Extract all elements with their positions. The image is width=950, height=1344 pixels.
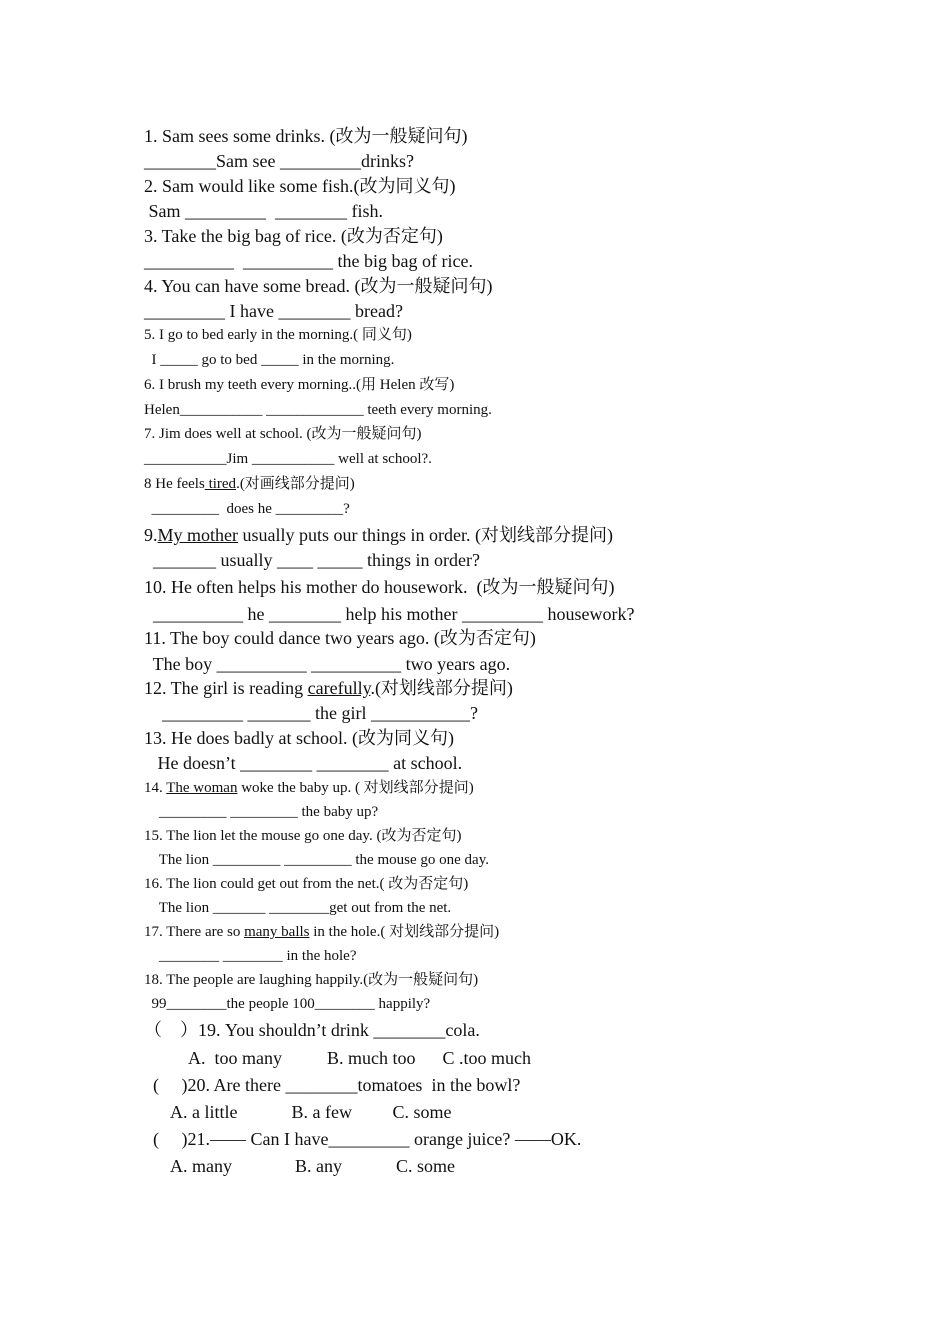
q13-answer-line: He doesn’t ________ ________ at school. (144, 753, 463, 773)
q18-answer-line: 99________the people 100________ happily? (144, 996, 431, 1012)
q21-prompt: ( )21.—— Can I have_________ orange juice? ——OK. (144, 1129, 582, 1149)
q8-answer-line: _________ does he _________? (144, 501, 350, 517)
q5-answer-line: I _____ go to bed _____ in the morning. (144, 352, 395, 368)
q12-prompt: 12. The girl is reading carefully.(对划线部分提问) (144, 678, 513, 698)
q2-answer-line: Sam _________ ________ fish. (144, 201, 384, 221)
q2-prompt: 2. Sam would like some fish.(改为同义句) (144, 176, 456, 196)
q20-prompt: ( )20. Are there ________tomatoes in the bowl? (144, 1075, 521, 1095)
q4-prompt: 4. You can have some bread. (改为一般疑问句) (144, 276, 493, 296)
q9-answer-line: _______ usually ____ _____ things in order? (144, 550, 480, 570)
q21-options: A. many B. any C. some (144, 1156, 455, 1176)
q19-prompt: （ ）19. You shouldn’t drink ________cola. (144, 1020, 480, 1040)
q17-prompt: 17. There are so many balls in the hole.( 对划线部分提问) (144, 924, 500, 940)
q12-answer-line: _________ _______ the girl ___________? (144, 703, 478, 723)
q13-prompt: 13. He does badly at school. (改为同义句) (144, 728, 454, 748)
q6-answer-line: Helen___________ _____________ teeth every morning. (144, 402, 492, 418)
q1-prompt: 1. Sam sees some drinks. (改为一般疑问句) (144, 126, 468, 146)
q1-answer-line: ________Sam see _________drinks? (144, 151, 414, 171)
q15-answer-line: The lion _________ _________ the mouse go one day. (144, 852, 489, 868)
q10-answer-line: __________ he ________ help his mother _________ housework? (144, 604, 635, 624)
q11-prompt: 11. The boy could dance two years ago. (改为否定句) (144, 628, 536, 648)
q14-prompt: 14. The woman woke the baby up. ( 对划线部分提问) (144, 780, 474, 796)
q18-prompt: 18. The people are laughing happily.(改为一般疑问句) (144, 972, 479, 988)
q5-prompt: 5. I go to bed early in the morning.( 同义句) (144, 327, 412, 343)
q15-prompt: 15. The lion let the mouse go one day. (改为否定句) (144, 828, 462, 844)
q10-prompt: 10. He often helps his mother do housework. (改为一般疑问句) (144, 577, 615, 597)
q3-answer-line: __________ __________ the big bag of rice. (144, 251, 473, 271)
q9-prompt: 9.My mother usually puts our things in order. (对划线部分提问) (144, 525, 613, 545)
q7-prompt: 7. Jim does well at school. (改为一般疑问句) (144, 426, 422, 442)
q3-prompt: 3. Take the big bag of rice. (改为否定句) (144, 226, 443, 246)
q7-answer-line: ___________Jim ___________ well at school?. (144, 451, 432, 467)
q17-answer-line: ________ ________ in the hole? (144, 948, 357, 964)
q8-prompt: 8 He feels tired.(对画线部分提问) (144, 476, 355, 492)
q14-answer-line: _________ _________ the baby up? (144, 804, 379, 820)
q16-prompt: 16. The lion could get out from the net.( 改为否定句) (144, 876, 469, 892)
q20-options: A. a little B. a few C. some (144, 1102, 452, 1122)
q11-answer-line: The boy __________ __________ two years ago. (144, 654, 511, 674)
q16-answer-line: The lion _______ ________get out from the net. (144, 900, 452, 916)
q4-answer-line: _________ I have ________ bread? (144, 301, 403, 321)
q19-options: A. too many B. much too C .too much (144, 1048, 531, 1068)
q6-prompt: 6. I brush my teeth every morning..(用 Helen 改写) (144, 377, 455, 393)
